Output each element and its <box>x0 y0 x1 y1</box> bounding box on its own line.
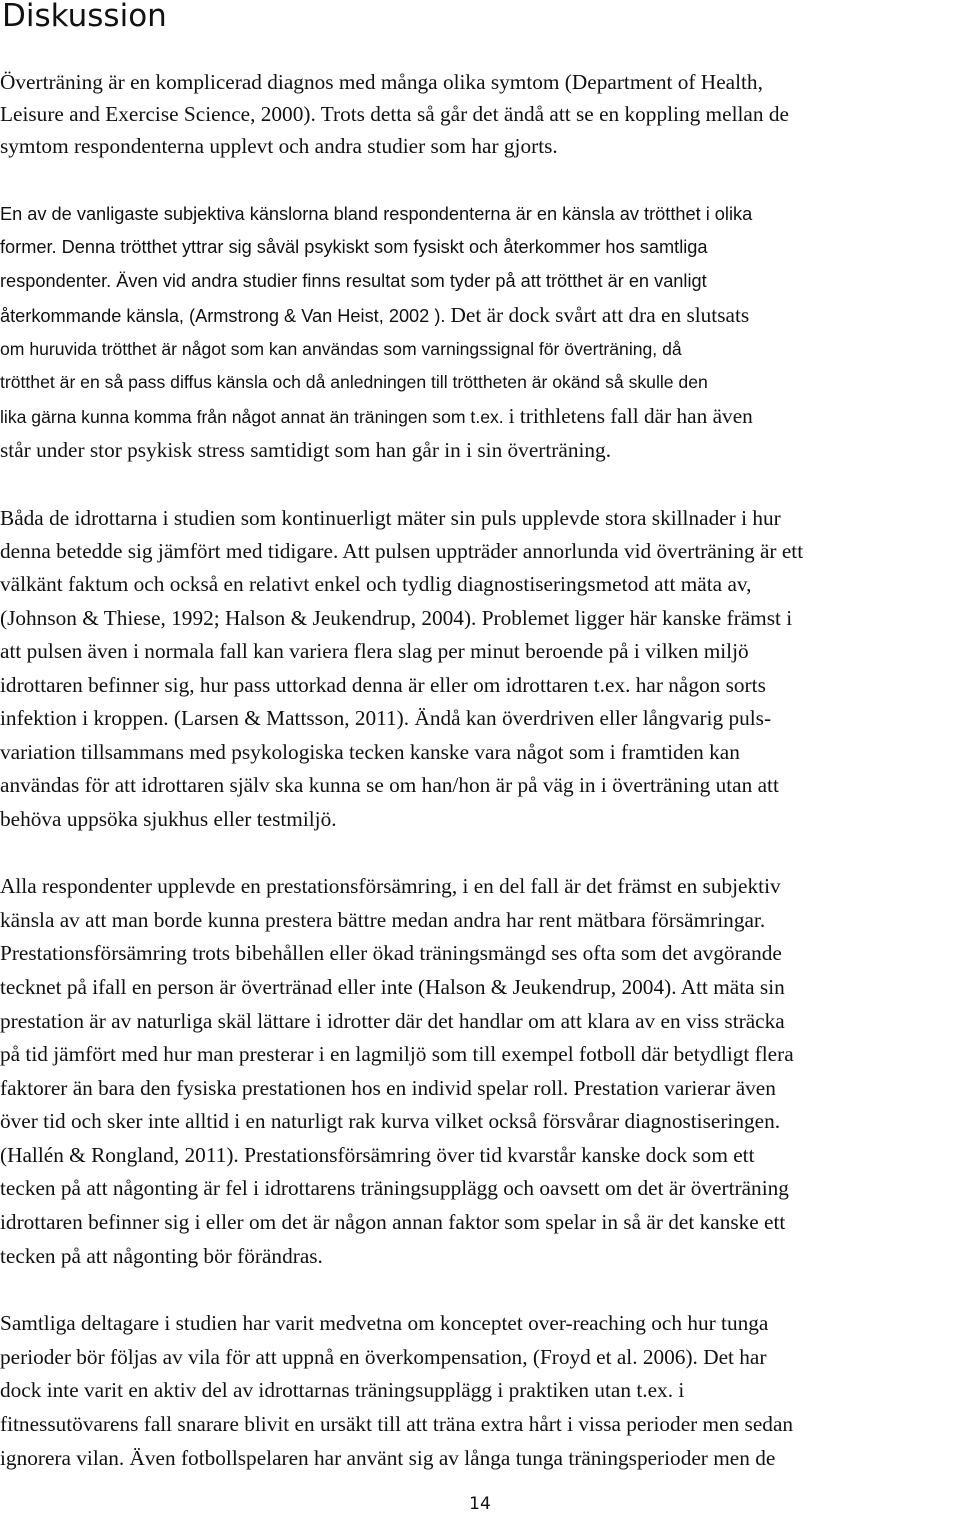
text-segment: Prestationsförsämring över tid kvarstår kanske dock som ett <box>244 1143 755 1167</box>
text-line: Samtliga deltagare i studien har varit medvetna om konceptet over-reaching och hur tunga <box>0 1311 769 1335</box>
text-line: respondenter. Även vid andra studier finns resultat som tyder på att trötthet är en vanligt <box>0 271 707 291</box>
text-line: på tid jämfört med hur man presterar i en lagmiljö som till exempel fotboll där betydligt flera <box>0 1042 794 1066</box>
text-segment: tecknet på ifall en person är övertränad eller inte (Halson & Jeukendrup, 2004). <box>0 975 677 999</box>
text-line: Alla respondenter upplevde en prestationsförsämring, i en del fall är det främst en subjektiv <box>0 874 781 898</box>
text-line <box>0 1071 776 1105</box>
text-line: Överträning är en komplicerad diagnos med många olika symtom (Department of Health, <box>0 70 763 94</box>
text-line: trötthet är en så pass diffus känsla och då anledningen till tröttheten är okänd så skulle den <box>0 372 708 392</box>
text-segment: denna betedde sig jämfört med tidigare. <box>0 539 339 563</box>
text-line <box>0 534 803 568</box>
text-line: behöva uppsöka sjukhus eller testmiljö. <box>0 807 337 831</box>
text-segment: Det har <box>703 1345 767 1369</box>
text-line: tecken på att någonting bör förändras. <box>0 1244 323 1268</box>
text-line: variation tillsammans med psykologiska tecken kanske vara något som i framtiden kan <box>0 740 740 764</box>
text-line: att pulsen även i normala fall kan variera flera slag per minut beroende på i vilken miljö <box>0 639 749 663</box>
text-line <box>0 1441 775 1475</box>
text-line <box>0 298 749 332</box>
text-line: symtom respondenterna upplevt och andra studier som har gjorts. <box>0 134 558 158</box>
text-line: Båda de idrottarna i studien som kontinuerligt mäter sin puls upplevde stora skillnader i hur <box>0 506 781 530</box>
text-line: En av de vanligaste subjektiva känslorna bland respondenterna är en känsla av trötthet i olika <box>0 204 753 224</box>
text-line: prestation är av naturliga skäl lättare i idrotter där det handlar om att klara av en viss sträcka <box>0 1009 785 1033</box>
text-segment: i trithletens fall där han även <box>508 404 753 428</box>
text-segment: Prestation varierar även <box>573 1076 776 1100</box>
text-line: Prestationsförsämring trots bibehållen eller ökad träningsmängd ses ofta som det avgörande <box>0 941 782 965</box>
text-segment: Att mäta sin <box>680 975 785 999</box>
text-line <box>0 601 792 635</box>
text-segment: Problemet ligger här kanske främst i <box>481 606 793 630</box>
text-line: fitnessutövarens fall snarare blivit en ursäkt till att träna extra hårt i vissa perioder men sedan <box>0 1412 794 1436</box>
text-line: idrottaren befinner sig i eller om det är någon annan faktor som spelar in så är det kanske ett <box>0 1210 786 1234</box>
text-segment: faktorer än bara den fysiska prestationen hos en individ spelar roll. <box>0 1076 569 1100</box>
text-line: tecken på att någonting är fel i idrottarens träningsupplägg och oavsett om det är överträning <box>0 1176 789 1200</box>
text-segment: Ändå kan överdriven eller långvarig puls- <box>414 706 772 730</box>
text-segment: återkommande känsla, (Armstrong & Van Heist, 2002 ). <box>0 306 446 326</box>
text-line <box>0 1138 755 1172</box>
text-segment: lika gärna kunna komma från något annat än träningen som t.ex. <box>0 407 504 427</box>
text-line: former. Denna trötthet yttrar sig såväl psykiskt som fysiskt och återkommer hos samtliga <box>0 237 708 257</box>
text-segment: perioder bör följas av vila för att uppnå en överkompensation, (Froyd et al. 2006). <box>0 1345 698 1369</box>
text-line: känsla av att man borde kunna prestera bättre medan andra har rent mätbara försämringar. <box>0 908 766 932</box>
text-line: om huruvida trötthet är något som kan användas som varningssignal för överträning, då <box>0 339 682 359</box>
text-line <box>0 399 753 433</box>
text-line <box>0 970 785 1004</box>
text-segment: Att pulsen uppträder annorlunda vid överträning är ett <box>342 539 804 563</box>
text-line <box>0 701 771 735</box>
section-heading: Diskussion <box>2 0 167 34</box>
text-segment: infektion i kroppen. (Larsen & Mattsson, 2011). <box>0 706 410 730</box>
text-line: dock inte varit en aktiv del av idrottarnas träningsupplägg i praktiken utan t.ex. i <box>0 1378 685 1402</box>
page-number: 14 <box>469 1494 491 1514</box>
text-line <box>0 1340 766 1374</box>
text-line: idrottaren befinner sig, hur pass uttorkad denna är eller om idrottaren t.ex. har någon sorts <box>0 673 766 697</box>
text-segment: (Hallén & Rongland, 2011). <box>0 1143 239 1167</box>
text-segment: ignorera vilan. <box>0 1446 125 1470</box>
text-line: över tid och sker inte alltid i en naturligt rak kurva vilket också försvårar diagnostiseringen. <box>0 1109 781 1133</box>
text-line: står under stor psykisk stress samtidigt som han går in i sin överträning. <box>0 438 612 462</box>
text-line: användas för att idrottaren själv ska kunna se om han/hon är på väg in i överträning utan att <box>0 773 779 797</box>
text-segment: (Johnson & Thiese, 1992; Halson & Jeukendrup, 2004). <box>0 606 477 630</box>
text-segment: Det är dock svårt att dra en slutsats <box>450 303 750 327</box>
text-segment: Även fotbollspelaren har använt sig av långa tunga träningsperioder men de <box>129 1446 776 1470</box>
text-line: Leisure and Exercise Science, 2000). Trots detta så går det ändå att se en koppling mellan de <box>0 102 789 126</box>
text-line: välkänt faktum och också en relativt enkel och tydlig diagnostiseringsmetod att mäta av, <box>0 572 752 596</box>
